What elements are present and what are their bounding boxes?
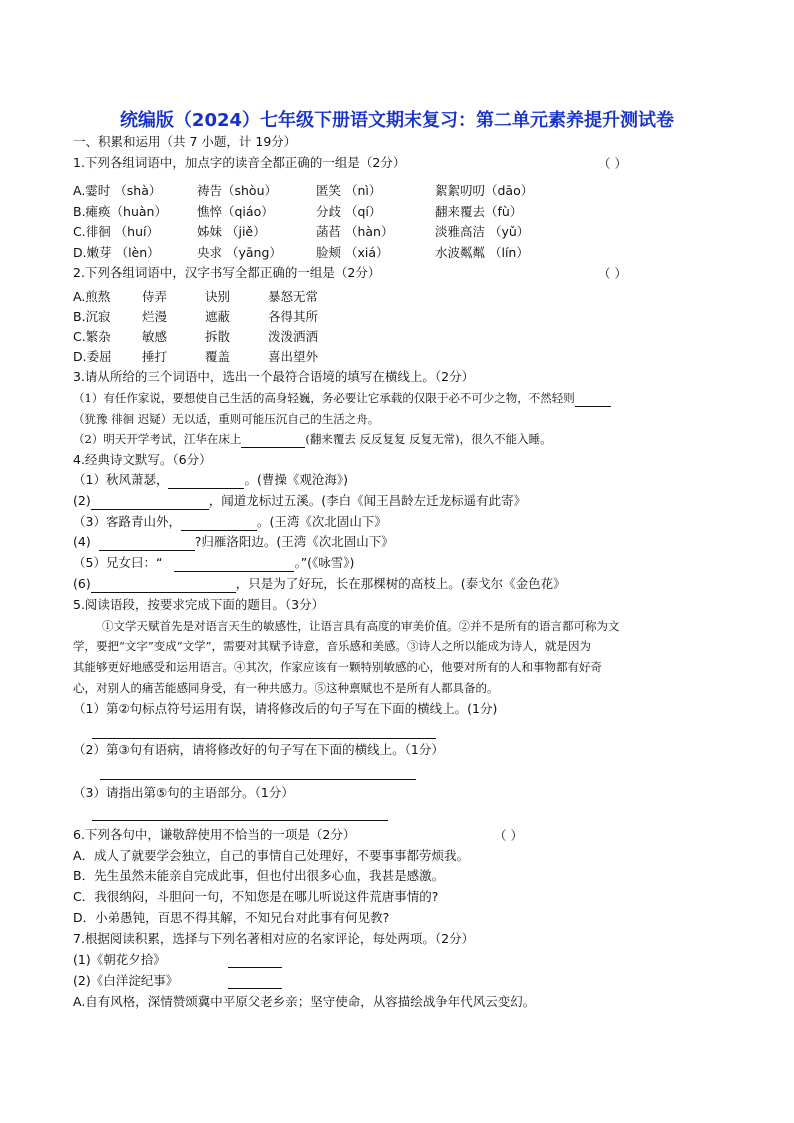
q4-blank-2[interactable] bbox=[91, 495, 209, 510]
q5-answer-line-1[interactable] bbox=[92, 737, 436, 739]
q1-option-a-4: 絮絮叨叨（dāo） bbox=[435, 183, 534, 198]
q4-5-b: 。”(《咏雪》) bbox=[294, 555, 355, 570]
q4-blank-4[interactable] bbox=[99, 536, 195, 551]
q7-option-a: A.自有风格，深情赞颂冀中平原父老乡亲；坚守使命，从容描绘战争年代风云变幻。 bbox=[73, 994, 536, 1009]
q7-stem: 7.根据阅读积累，选择与下列名著相对应的名家评论，每处两项。（2分） bbox=[73, 931, 475, 946]
q2-option-c-3: 拆散 bbox=[205, 329, 231, 344]
q1-option-d-2: 央求 （yāng） bbox=[197, 245, 282, 260]
q5-answer-line-3[interactable] bbox=[92, 819, 388, 821]
q1-option-b-2: 憔悴（qiáo） bbox=[197, 204, 274, 219]
q5-passage-line-3: 其能够更好地感受和运用语言。④其次，作家应该有一颗特别敏感的心，他要对所有的人和事物都有好奇 bbox=[73, 660, 602, 674]
q1-option-c-1: C.徘徊 （huí） bbox=[73, 224, 159, 239]
q1-option-c-4: 淡雅高洁 （yǔ） bbox=[435, 224, 530, 239]
q5-passage-line-2: 学，要把“文字”变成“文学”，需要对其赋予诗意，音乐感和美感。③诗人之所以能成为诗人，就是因为 bbox=[73, 639, 592, 653]
q4-blank-6[interactable] bbox=[91, 578, 236, 593]
q2-option-a-1: A.煎熬 bbox=[73, 289, 111, 304]
q5-stem: 5.阅读语段，按要求完成下面的题目。（3分） bbox=[73, 597, 325, 612]
q1-option-d-4: 水波粼粼 （lín） bbox=[435, 245, 529, 260]
q5-passage-line-1: ①文学天赋首先是对语言天生的敏感性，让语言具有高度的审美价值。②并不是所有的语言都可称为文 bbox=[102, 619, 620, 633]
q6-option-d: D．小弟愚钝，百思不得其解，不知兄台对此事有何见教? bbox=[73, 910, 390, 925]
q4-blank-5[interactable] bbox=[174, 557, 294, 572]
q1-option-c-3: 菡萏 （hàn） bbox=[316, 224, 394, 239]
q4-1-a: （1）秋风萧瑟， bbox=[73, 472, 169, 487]
q7-blank-2[interactable] bbox=[228, 987, 282, 989]
q2-answer-paren[interactable]: （ ） bbox=[598, 266, 627, 281]
q2-option-a-4: 暴怒无常 bbox=[268, 289, 319, 304]
q3-part2-text-b: (翻来覆去 反反复复 反复无常)，很久不能入睡。 bbox=[305, 432, 552, 446]
q2-option-b-3: 遮蔽 bbox=[205, 309, 231, 324]
q7-item-1 bbox=[73, 951, 166, 969]
q1-option-a-2: 祷告（shòu） bbox=[197, 183, 278, 198]
q4-stem: 4.经典诗文默写。（6分） bbox=[73, 452, 212, 467]
q3-part1-line2: （犹豫 徘徊 迟疑）无以适，重则可能压沉自己的生活之舟。 bbox=[73, 412, 380, 426]
q2-option-c-1: C.繁杂 bbox=[73, 329, 111, 344]
q4-3-b: 。(王湾《次北固山下》 bbox=[256, 514, 387, 529]
q2-option-a-3: 诀别 bbox=[205, 289, 231, 304]
q4-4-a: (4) bbox=[73, 534, 91, 549]
q1-option-b-3: 分歧 （qí） bbox=[316, 204, 382, 219]
q1-stem: 1.下列各组词语中，加点字的读音全都正确的一组是（2分） bbox=[73, 155, 406, 170]
q6-stem: 6.下列各句中，谦敬辞使用不恰当的一项是（2分） bbox=[73, 827, 356, 842]
q1-option-a-1: A.霎时 （shà） bbox=[73, 183, 162, 198]
q2-option-b-1: B.沉寂 bbox=[73, 309, 111, 324]
q2-option-b-2: 烂漫 bbox=[142, 309, 168, 324]
q3-stem: 3.请从所给的三个词语中，选出一个最符合语境的填写在横线上。（2分） bbox=[73, 369, 475, 384]
q2-option-c-4: 泼泼洒洒 bbox=[268, 329, 319, 344]
q6-answer-paren[interactable]: （ ） bbox=[494, 828, 523, 843]
q4-line-5 bbox=[73, 554, 354, 572]
q7-item-2-label: (2)《白洋淀纪事》 bbox=[73, 973, 179, 988]
q4-line-3 bbox=[73, 513, 387, 531]
q4-line-2 bbox=[73, 492, 526, 510]
q1-option-b-4: 翻来覆去（fù） bbox=[435, 204, 523, 219]
q4-6-a: (6) bbox=[73, 576, 91, 591]
q1-option-d-3: 脸颊 （xiá） bbox=[316, 245, 389, 260]
q3-part1-text: （1）有任作家说，要想使自己生活的高身轻巍，务必要让它承载的仅限于必不可少之物，不然轻则 bbox=[73, 391, 575, 405]
q2-option-d-2: 捶打 bbox=[142, 349, 168, 364]
q6-option-b: B．先生虽然未能亲自完成此事，但也付出很多心血，我甚是感激。 bbox=[73, 868, 445, 883]
q4-6-b: ，只是为了好玩，长在那棵树的高枝上。(泰戈尔《金色花》 bbox=[235, 576, 566, 591]
q3-blank-1[interactable] bbox=[575, 392, 611, 407]
q2-option-d-1: D.委屈 bbox=[73, 349, 112, 364]
q2-option-d-3: 覆盖 bbox=[205, 349, 231, 364]
q5-sub-1: （1）第②句标点符号运用有误，请将修改后的句子写在下面的横线上。(1分) bbox=[73, 701, 498, 716]
q4-line-6 bbox=[73, 575, 566, 593]
q6-option-a: A．成人了就要学会独立，自己的事情自己处理好，不要事事都劳烦我。 bbox=[73, 848, 470, 863]
q4-5-a: （5）兄女曰：“ bbox=[73, 555, 163, 570]
q7-item-2 bbox=[73, 972, 178, 990]
q1-option-b-1: B.瘫痪（huàn） bbox=[73, 204, 167, 219]
q3-blank-2[interactable] bbox=[241, 433, 305, 448]
q6-option-c: C．我很纳闷，斗胆问一句，不知您是在哪儿听说这件荒唐事情的? bbox=[73, 889, 439, 904]
q5-sub-2: （2）第③句有语病，请将修改好的句子写在下面的横线上。（1分） bbox=[73, 742, 444, 757]
q4-1-b: 。(曹操《观沧海》) bbox=[244, 472, 348, 487]
q4-blank-1[interactable] bbox=[168, 474, 244, 489]
q2-stem: 2.下列各组词语中，汉字书写全都正确的一组是（2分） bbox=[73, 265, 381, 280]
q4-4-b: ?归雁洛阳边。(王湾《次北固山下》 bbox=[194, 534, 394, 549]
q7-blank-1[interactable] bbox=[228, 966, 282, 968]
q5-sub-3: （3）请指出第⑤句的主语部分。（1分） bbox=[73, 785, 294, 800]
q3-part2 bbox=[73, 430, 552, 448]
q4-2-b: ，闻道龙标过五溪。(李白《闻王昌龄左迁龙标遥有此寄》 bbox=[208, 493, 527, 508]
q2-option-b-4: 各得其所 bbox=[268, 309, 319, 324]
section-heading: 一、积累和运用（共 7 小题，计 19分） bbox=[73, 134, 297, 149]
q1-option-c-2: 姊妹 （jiě） bbox=[197, 224, 266, 239]
q4-line-1 bbox=[73, 471, 348, 489]
q2-option-d-4: 喜出望外 bbox=[268, 349, 319, 364]
page-title: 统编版（2024）七年级下册语文期末复习：第二单元素养提升测试卷 bbox=[119, 110, 675, 131]
q2-option-a-2: 侍弄 bbox=[142, 289, 168, 304]
q4-blank-3[interactable] bbox=[181, 516, 257, 531]
q3-part2-text-a: （2）明天开学考试，江华在床上 bbox=[73, 432, 242, 446]
q4-line-4 bbox=[73, 533, 394, 551]
q1-option-a-3: 匿笑 （nì） bbox=[316, 183, 382, 198]
q3-part1-line1 bbox=[73, 389, 611, 407]
q1-answer-paren[interactable]: （ ） bbox=[598, 156, 627, 171]
q7-item-1-label: (1)《朝花夕拾》 bbox=[73, 952, 166, 967]
q4-2-a: (2) bbox=[73, 493, 91, 508]
q5-answer-line-2[interactable] bbox=[100, 778, 416, 780]
q2-option-c-2: 敏感 bbox=[142, 329, 168, 344]
q4-3-a: （3）客路青山外， bbox=[73, 514, 181, 529]
q5-passage-line-4: 心，对别人的痛苦能感同身受，有一种共感力。⑤这种禀赋也不是所有人都具备的。 bbox=[73, 681, 499, 695]
q1-option-d-1: D.嫩芽 （lèn） bbox=[73, 245, 160, 260]
